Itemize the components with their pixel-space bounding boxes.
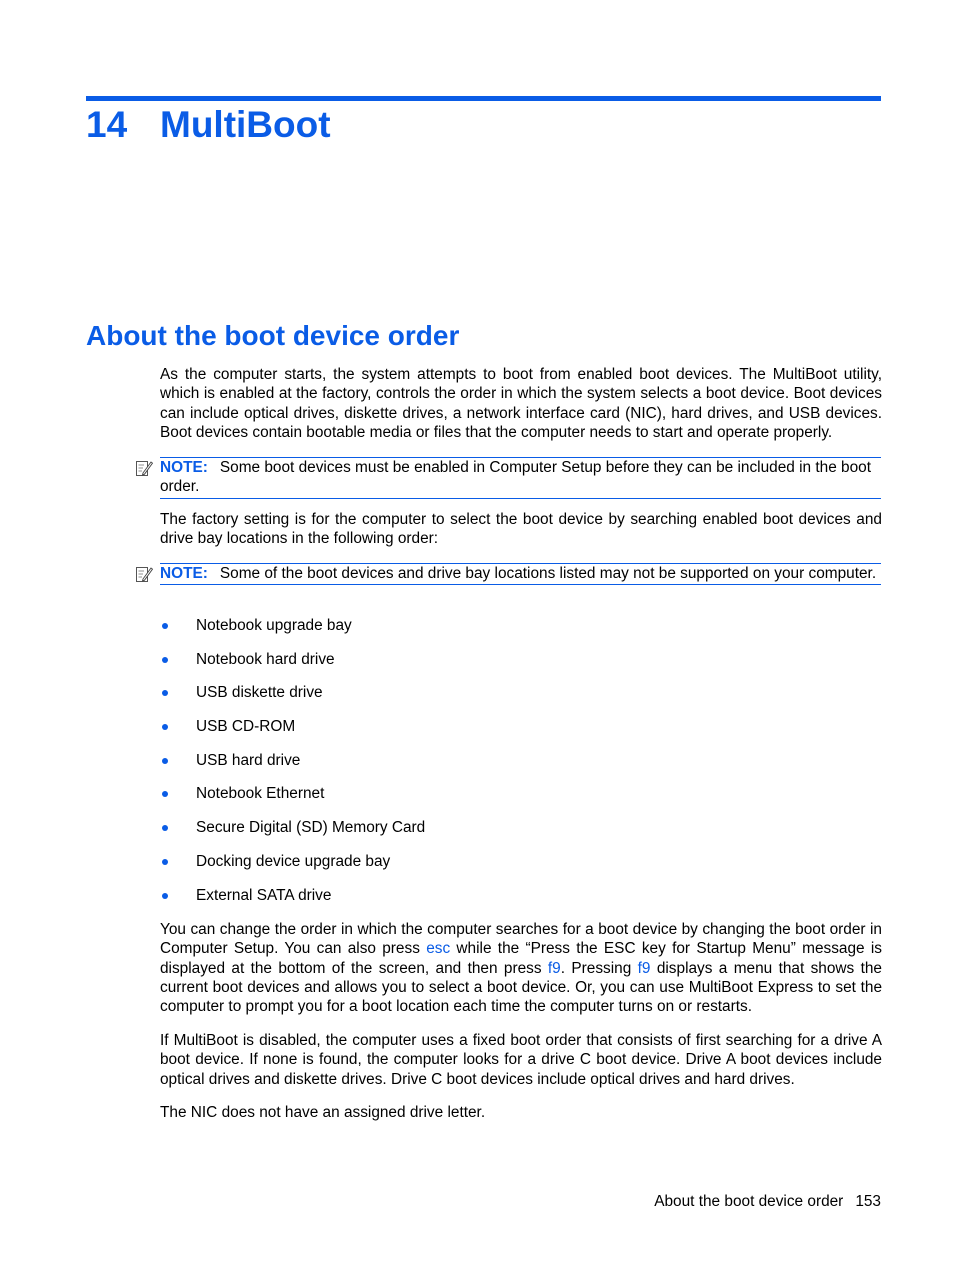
bullet-dot-icon (162, 825, 168, 831)
list-item: External SATA drive (160, 886, 425, 920)
chapter-title (86, 102, 331, 148)
boot-order-list (160, 616, 425, 919)
f9-key: f9 (637, 959, 651, 977)
note-label: NOTE: (160, 459, 208, 476)
list-item: Notebook hard drive (160, 650, 425, 684)
list-item: Notebook upgrade bay (160, 616, 425, 650)
bullet-dot-icon (162, 690, 168, 696)
bullet-dot-icon (162, 791, 168, 797)
bullet-dot-icon (162, 859, 168, 865)
page-footer (654, 1192, 881, 1212)
esc-key: esc (426, 940, 451, 958)
note-pencil-icon (135, 459, 153, 477)
disabled-paragraph: If MultiBoot is disabled, the computer uses a fixed boot order that consists of first searching for a drive A boot device. If none is found, the computer looks for a drive C boot device. Drive A boot devices include optical drives and diskette drives. Drive C boot devices include optical drives and hard drives. (160, 1032, 882, 1088)
bullet-dot-icon (162, 724, 168, 730)
bullet-dot-icon (162, 758, 168, 764)
list-item: USB diskette drive (160, 683, 425, 717)
chapter-rule (86, 96, 881, 101)
chapter-name: MultiBoot (160, 104, 331, 145)
section-title: About the boot device order (86, 320, 460, 351)
chapter-number: 14 (86, 104, 128, 145)
bullet-dot-icon (162, 657, 168, 663)
footer-section-name: About the boot device order (654, 1193, 844, 1210)
f9-key: f9 (547, 959, 561, 977)
list-item: Docking device upgrade bay (160, 852, 425, 886)
change-order-paragraph: You can change the order in which the computer searches for a boot device by changing the boot order in Computer Setup. You can also press esc while the “Press the ESC key for Startup Menu” message is displayed at the bottom of the screen, and then press f9. Pressing f9 displays a menu that shows the current boot devices and allows you to select a boot device. Or, you can use MultiBoot Express to set the computer to prompt you for a boot location each time the computer turns on or restarts. (160, 921, 883, 1016)
intro-paragraph: As the computer starts, the system attempts to boot from enabled boot devices. The MultiBoot utility, which is enabled at the factory, controls the order in which the system selects a boot device. Boot devices can include optical drives, diskette drives, a network interface card (NIC), hard drives, and USB devices. Boot devices contain bootable media or files that the computer needs to start and operate properly. (160, 366, 882, 441)
list-item: Notebook Ethernet (160, 784, 425, 818)
note-text: Some boot devices must be enabled in Computer Setup before they can be included in the boot order. (160, 459, 871, 496)
bullet-dot-icon (162, 893, 168, 899)
factory-paragraph: The factory setting is for the computer to select the boot device by searching enabled boot devices and drive bay locations in the following order: (160, 511, 882, 548)
note-box-1 (160, 457, 881, 499)
nic-paragraph: The NIC does not have an assigned drive letter. (160, 1104, 486, 1121)
note-box-2 (160, 563, 881, 585)
page-number: 153 (855, 1193, 881, 1210)
note-label: NOTE: (160, 565, 208, 582)
bullet-dot-icon (162, 623, 168, 629)
list-item: USB hard drive (160, 751, 425, 785)
note-pencil-icon (135, 565, 153, 583)
note-text: Some of the boot devices and drive bay locations listed may not be supported on your computer. (219, 565, 877, 582)
list-item: Secure Digital (SD) Memory Card (160, 818, 425, 852)
list-item: USB CD-ROM (160, 717, 425, 751)
